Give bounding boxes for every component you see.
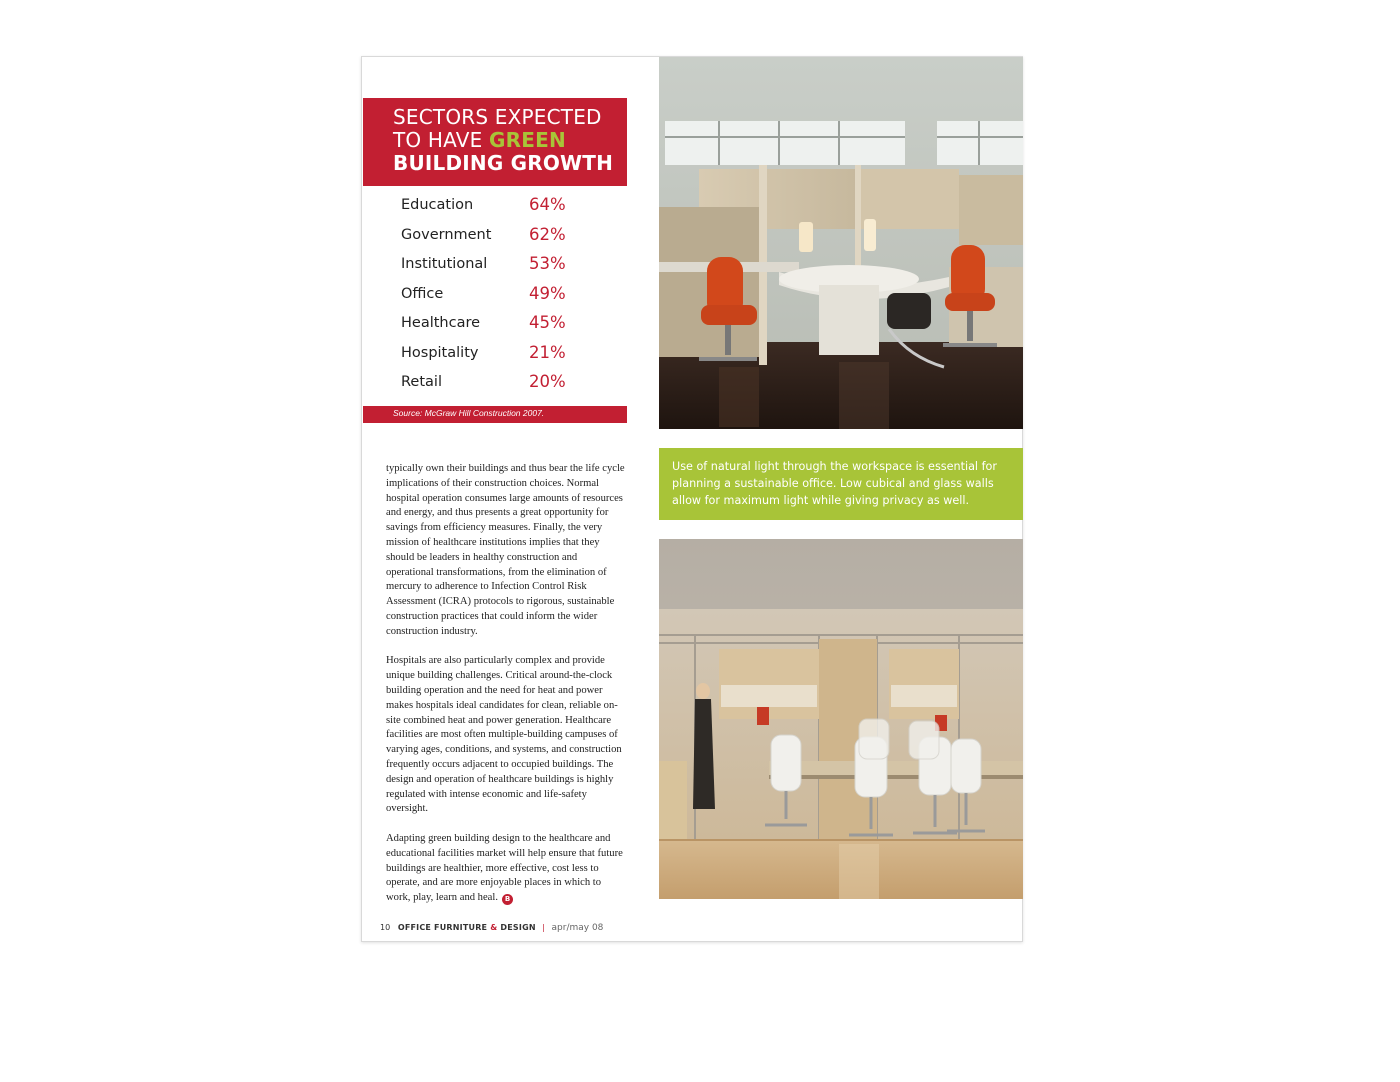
article-paragraph: Hospitals are also particularly complex and provide unique building challenges. Critical around-the-clock building operation and the need for heat and power makes hospitals ideal candidates for clean, reliable on-site combined heat and power generation. Healthcare facilities are most often multiple-building campuses of varying ages, conditions, and systems, and construction frequently occurs adjacent to occupied buildings. The design and operation of healthcare buildings is highly regulated with intense economic and life-safety oversight. — [386, 655, 622, 815]
conference-room-photo — [659, 539, 1023, 899]
page-footer — [380, 923, 603, 933]
source-note: Source: McGraw Hill Construction 2007. — [363, 406, 627, 423]
sidebar-title — [363, 98, 627, 186]
publication-name-part-1: OFFICE FURNITURE — [397, 923, 488, 932]
stat-percent: 49% — [529, 283, 566, 303]
article-paragraph-text: Adapting green building design to the healthcare and educational facilities market will help ensure that future buildings are healthier, more effective, cost less to operate, and are more enjoyable places in which to work, play, learn and heal. — [386, 832, 623, 904]
publication-ampersand: & — [490, 923, 498, 932]
stat-row — [401, 193, 621, 223]
footer-separator: | — [542, 923, 545, 932]
stat-sector: Education — [401, 197, 474, 213]
stat-row — [401, 370, 621, 400]
sidebar-title-line-1: SECTORS EXPECTED — [393, 105, 602, 129]
stat-sector: Retail — [401, 374, 442, 390]
publication-name — [398, 923, 536, 932]
stat-percent: 20% — [529, 372, 566, 391]
stat-percent: 64% — [529, 195, 566, 214]
stat-row — [401, 252, 621, 282]
stat-sector: Government — [401, 226, 492, 243]
sector-stats-list — [401, 193, 621, 400]
article-paragraph — [386, 832, 626, 906]
stat-sector: Institutional — [401, 256, 488, 272]
article-paragraph: typically own their buildings and thus bear the life cycle implications of their construction choices. Normal hospital operation consumes large amounts of resources and energy, and thus presents a great opportunity for savings from efficiency measures. Finally, the very mission of healthcare institutions implies that they should be leaders in healthy construction and operational transformations, from the elimination of mercury to adherence to Infection Control Risk Assessment (ICRA) protocols to rigorous, sustainable construction practices that could inform the wider construction industry. — [386, 463, 625, 637]
stat-sector: Office — [401, 285, 444, 302]
end-of-article-icon: B — [502, 894, 513, 905]
photo-caption: Use of natural light through the workspace is essential for planning a sustainable office. Low cubical and glass walls allow for maximum light while giving privacy as well. — [659, 448, 1023, 520]
publication-name-part-2: DESIGN — [500, 923, 536, 932]
stat-sector: Hospitality — [401, 344, 479, 361]
sidebar-title-line-3: BUILDING GROWTH — [393, 151, 614, 175]
sidebar-title-highlight: GREEN — [489, 128, 566, 152]
sidebar-title-line-2-prefix: TO HAVE — [393, 128, 490, 152]
stat-row — [401, 341, 621, 371]
article-body — [386, 462, 626, 921]
stat-percent: 21% — [529, 342, 566, 362]
stat-row — [401, 282, 621, 312]
stat-percent: 53% — [529, 254, 566, 273]
office-cubicles-photo — [659, 57, 1023, 429]
stat-percent: 62% — [529, 224, 566, 244]
stat-percent: 45% — [529, 313, 566, 332]
stat-row — [401, 223, 621, 253]
sidebar-title-line-2 — [393, 129, 627, 152]
issue-date: apr/may 08 — [551, 923, 604, 933]
stat-sector: Healthcare — [401, 315, 481, 331]
page-number: 10 — [380, 923, 391, 932]
stat-row — [401, 311, 621, 341]
magazine-page — [361, 56, 1023, 942]
